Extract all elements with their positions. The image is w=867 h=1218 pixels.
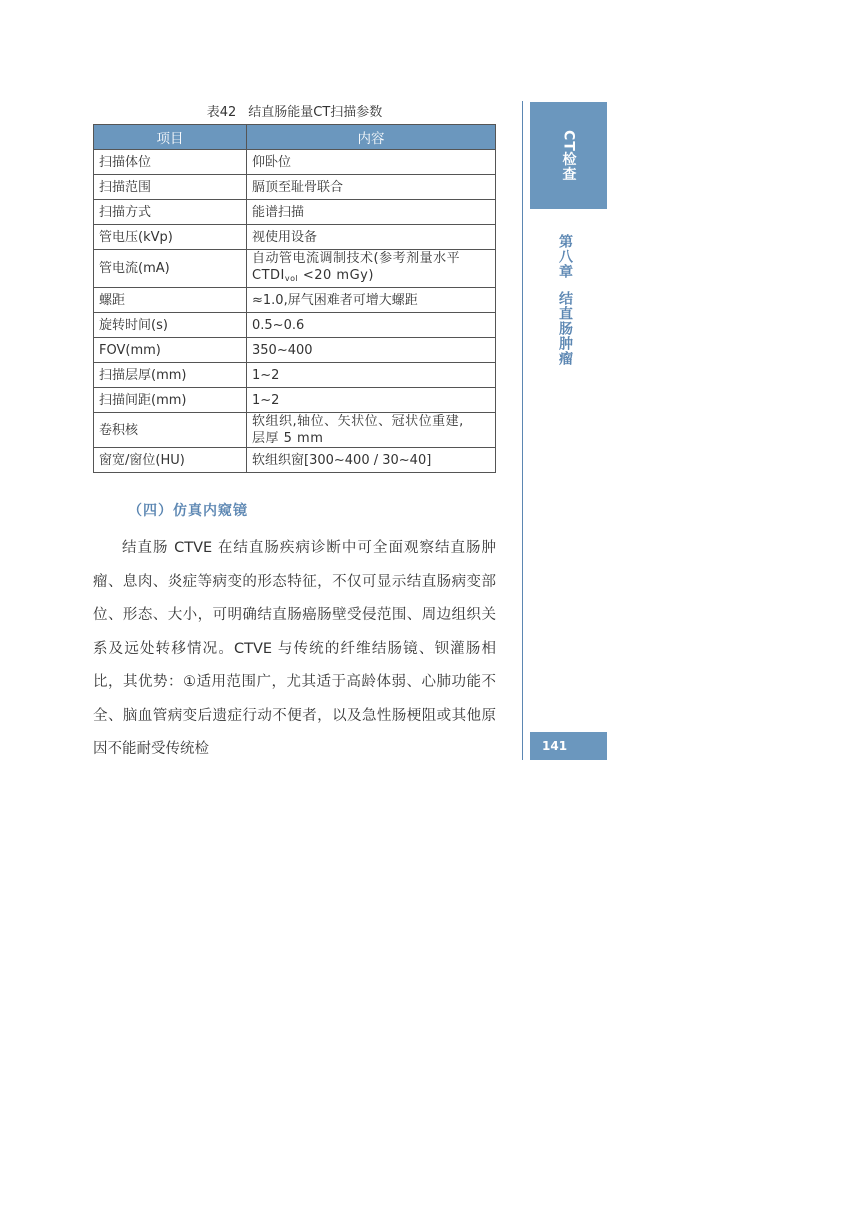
table-row bbox=[94, 288, 496, 313]
table-number: 表42 bbox=[206, 105, 237, 120]
row-content-line2: 层厚 5 mm bbox=[252, 431, 324, 446]
row-item: 螺距 bbox=[94, 288, 247, 313]
row-content-line1: 自动管电流调制技术(参考剂量水平 bbox=[252, 251, 461, 266]
row-content-line2-post: <20 mGy) bbox=[298, 268, 374, 283]
row-item: 旋转时间(s) bbox=[94, 313, 247, 338]
row-content: 能谱扫描 bbox=[247, 200, 496, 225]
body-paragraph: 结直肠 CTVE 在结直肠疾病诊断中可全面观察结直肠肿瘤、息肉、炎症等病变的形态特征，不仅可显示结直肠病变部位、形态、大小，可明确结直肠癌肠壁受侵范围、周边组织关系及远处转移情况。CTVE 与传统的纤维结肠镜、钡灌肠相比，其优势：①适用范围广，尤其适于高龄体弱、心肺功能不全、脑血管病变后遗症行动不便者，以及急性肠梗阻或其他原因不能耐受传统检 bbox=[93, 540, 496, 757]
row-content: 0.5~0.6 bbox=[247, 313, 496, 338]
row-content bbox=[247, 413, 496, 448]
chapter-title: 结直肠肿瘤 bbox=[557, 291, 573, 366]
table-caption bbox=[93, 101, 496, 120]
row-content-line2-sub: vol bbox=[284, 274, 299, 283]
table-row bbox=[94, 413, 496, 448]
page-number: 141 bbox=[530, 732, 607, 760]
row-content: 视使用设备 bbox=[247, 225, 496, 250]
row-item: 管电压(kVp) bbox=[94, 225, 247, 250]
row-item: FOV(mm) bbox=[94, 338, 247, 363]
chapter-label bbox=[555, 234, 575, 366]
header-item: 项目 bbox=[94, 125, 247, 150]
table-header-row bbox=[94, 125, 496, 150]
table-row bbox=[94, 200, 496, 225]
row-content: ≈1.0,屏气困难者可增大螺距 bbox=[247, 288, 496, 313]
table-row bbox=[94, 313, 496, 338]
row-content: 1~2 bbox=[247, 388, 496, 413]
row-item: 扫描方式 bbox=[94, 200, 247, 225]
row-content-line1: 软组织,轴位、矢状位、冠状位重建, bbox=[252, 414, 464, 429]
row-item: 扫描范围 bbox=[94, 175, 247, 200]
header-content: 内容 bbox=[247, 125, 496, 150]
table-row bbox=[94, 150, 496, 175]
row-item: 管电流(mA) bbox=[94, 250, 247, 288]
table-row bbox=[94, 225, 496, 250]
row-content: 1~2 bbox=[247, 363, 496, 388]
row-item: 扫描间距(mm) bbox=[94, 388, 247, 413]
side-tab bbox=[530, 102, 607, 209]
row-content: 软组织窗[300~400 / 30~40] bbox=[247, 448, 496, 473]
table-title: 结直肠能量CT扫描参数 bbox=[248, 105, 383, 120]
body-text bbox=[93, 532, 496, 767]
row-item: 扫描层厚(mm) bbox=[94, 363, 247, 388]
row-content-line2-pre: CTDI bbox=[252, 268, 285, 283]
table-row bbox=[94, 175, 496, 200]
row-content bbox=[247, 250, 496, 288]
table-row bbox=[94, 388, 496, 413]
table-row bbox=[94, 363, 496, 388]
table-row bbox=[94, 448, 496, 473]
row-content: 350~400 bbox=[247, 338, 496, 363]
side-tab-label: CT检查 bbox=[560, 130, 577, 182]
section-heading: （四）仿真内窥镜 bbox=[128, 503, 248, 519]
table-row bbox=[94, 338, 496, 363]
margin-divider bbox=[522, 101, 523, 760]
chapter-number: 第八章 bbox=[557, 234, 573, 279]
row-item: 窗宽/窗位(HU) bbox=[94, 448, 247, 473]
row-item: 扫描体位 bbox=[94, 150, 247, 175]
row-content: 仰卧位 bbox=[247, 150, 496, 175]
row-item: 卷积核 bbox=[94, 413, 247, 448]
scan-parameters-table bbox=[93, 124, 496, 473]
row-content: 膈顶至耻骨联合 bbox=[247, 175, 496, 200]
table-row bbox=[94, 250, 496, 288]
